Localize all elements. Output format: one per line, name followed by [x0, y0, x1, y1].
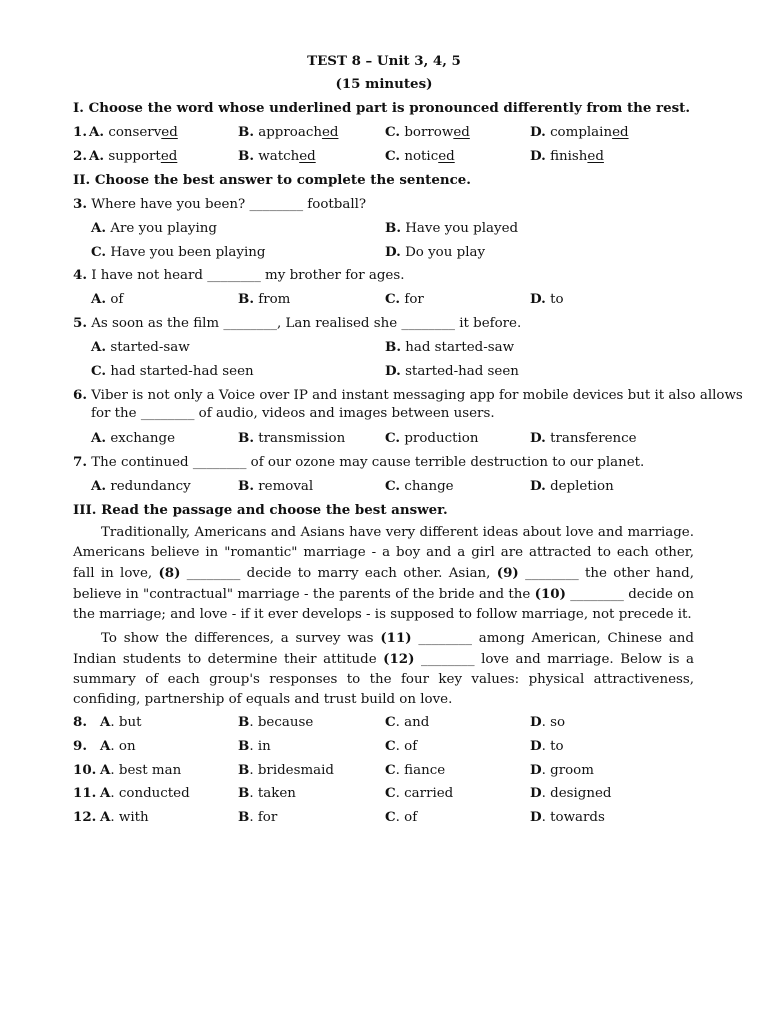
question-text: The continued ________ of our ozone may cause terrible destruction to our planet. [91, 455, 645, 470]
option-text: . taken [249, 786, 296, 801]
blank-number-10: (10) [534, 586, 566, 602]
q4-option-c[interactable] [385, 290, 424, 309]
q1-row [73, 123, 87, 142]
option-letter: D. [530, 478, 546, 494]
passage-paragraph-1 [73, 523, 694, 625]
q3-option-c[interactable] [91, 243, 265, 262]
q9-option-a[interactable] [100, 737, 136, 756]
option-letter: D. [530, 148, 546, 164]
q9-option-d[interactable] [530, 737, 564, 756]
q10-option-c[interactable] [385, 761, 445, 780]
option-text: Do you play [405, 245, 486, 260]
q7-option-a[interactable] [91, 477, 191, 496]
option-letter: C [385, 785, 396, 801]
q4-number: 4. [73, 267, 87, 283]
option-text: . with [110, 810, 149, 825]
q3-number: 3. [73, 196, 87, 212]
q7-stem [73, 453, 644, 472]
option-text: . fiance [395, 763, 446, 778]
option-letter: C. [385, 430, 401, 446]
q9-option-b[interactable] [238, 737, 271, 756]
option-letter: B. [385, 339, 401, 355]
option-letter: C. [91, 363, 107, 379]
option-text: . of [395, 739, 418, 754]
passage-text: Traditionally, Americans and Asians have very different ideas about love and marriage. Americans believe in "romantic" marriage - a boy and a girl are attracted to each other, fall in love, [73, 525, 694, 581]
q2-option-d[interactable] [530, 147, 604, 166]
option-stem: finish [550, 149, 588, 164]
option-text: from [258, 292, 291, 307]
option-stem: watch [258, 149, 300, 164]
q8-number: 8. [73, 714, 87, 730]
passage-text: ________ among American, Chinese and Indian students to determine their attitude [73, 631, 694, 667]
option-letter: C. [91, 244, 107, 260]
section-3-heading: III. Read the passage and choose the best answer. [73, 502, 448, 518]
q8-option-a[interactable] [100, 713, 141, 732]
q1-option-c[interactable] [385, 123, 470, 142]
section-1-heading: I. Choose the word whose underlined part is pronounced differently from the rest. [73, 100, 691, 116]
option-letter: A [100, 714, 111, 730]
option-letter: D [530, 714, 542, 730]
option-letter: C. [385, 124, 401, 140]
q7-option-d[interactable] [530, 477, 614, 496]
option-text: . of [395, 810, 418, 825]
q10-option-a[interactable] [100, 761, 181, 780]
option-text: . towards [541, 810, 605, 825]
option-letter: D [530, 762, 542, 778]
option-text: removal [258, 479, 314, 494]
q5-option-b[interactable] [385, 338, 514, 357]
q3-option-d[interactable] [385, 243, 485, 262]
q12-option-a[interactable] [100, 808, 149, 827]
option-stem: conserv [108, 125, 162, 140]
option-text: . best man [110, 763, 182, 778]
q8-option-b[interactable] [238, 713, 313, 732]
question-text: As soon as the film ________, Lan realised she ________ it before. [91, 316, 522, 331]
option-letter: B [238, 785, 250, 801]
option-letter: A [100, 738, 111, 754]
option-letter: D [530, 809, 542, 825]
option-text: . because [249, 715, 314, 730]
q6-stem-line1 [73, 386, 743, 405]
q5-stem [73, 314, 521, 333]
option-letter: A. [91, 478, 107, 494]
q2-number: 2. [73, 148, 87, 164]
underlined-part: ed [160, 149, 178, 164]
option-letter: B [238, 738, 250, 754]
passage-paragraph-2 [73, 628, 694, 710]
option-text: redundancy [110, 479, 191, 494]
blank-number-11: (11) [380, 630, 412, 646]
q5-option-a[interactable] [91, 338, 190, 357]
option-text: for [404, 292, 424, 307]
option-letter: A. [89, 148, 105, 164]
option-letter: D. [385, 244, 401, 260]
option-letter: B. [238, 148, 254, 164]
underlined-part: ed [438, 149, 455, 164]
option-text: Have you played [405, 221, 519, 236]
page-title: TEST 8 – Unit 3, 4, 5 [307, 53, 461, 69]
option-text: . in [249, 739, 271, 754]
q4-option-a[interactable] [91, 290, 123, 309]
q12-number: 12. [73, 809, 97, 825]
option-text: started-had seen [405, 364, 519, 379]
option-letter: B. [238, 478, 254, 494]
option-text: . and [395, 715, 430, 730]
q3-stem [73, 195, 366, 214]
option-letter: C. [385, 478, 401, 494]
option-text: Have you been playing [110, 245, 266, 260]
option-letter: A [100, 809, 111, 825]
option-letter: B [238, 762, 250, 778]
q12-option-c[interactable] [385, 808, 417, 827]
q6-option-c[interactable] [385, 429, 478, 448]
q11-number: 11. [73, 785, 97, 801]
option-text: . carried [395, 786, 454, 801]
option-letter: A. [89, 124, 105, 140]
underlined-part: ed [587, 149, 604, 164]
option-text: exchange [110, 431, 176, 446]
option-text: started-saw [110, 340, 190, 355]
page-subtitle: (15 minutes) [335, 76, 433, 92]
question-text: I have not heard ________ my brother for ages. [91, 268, 405, 283]
q2-option-b[interactable] [238, 147, 316, 166]
option-letter: C [385, 762, 396, 778]
underlined-part: ed [321, 125, 339, 140]
option-text: had started-had seen [110, 364, 254, 379]
option-letter: A [100, 762, 111, 778]
option-text: transmission [258, 431, 346, 446]
option-text: . so [541, 715, 566, 730]
option-letter: C [385, 738, 396, 754]
option-letter: B. [385, 220, 401, 236]
q7-option-c[interactable] [385, 477, 454, 496]
option-letter: D [530, 738, 542, 754]
option-letter: A. [91, 430, 107, 446]
underlined-part: ed [453, 125, 470, 140]
q7-number: 7. [73, 454, 87, 470]
q11-option-d[interactable] [530, 784, 611, 803]
option-letter: B. [238, 430, 254, 446]
passage-text: ________ decide on the marriage; and love - if it ever develops - is supposed to follow marriage, not precede it. [73, 587, 694, 622]
option-letter: C. [385, 291, 401, 307]
option-text: to [550, 292, 564, 307]
q10-number: 10. [73, 762, 97, 778]
option-letter: C [385, 714, 396, 730]
option-letter: A [100, 785, 111, 801]
passage-text: ________ decide to marry each other. Asian, [180, 566, 497, 581]
option-text: . but [110, 715, 142, 730]
passage-text: To show the differences, a survey was [101, 631, 381, 646]
q3-option-b[interactable] [385, 219, 518, 238]
q6-option-a[interactable] [91, 429, 175, 448]
q2-row [73, 147, 87, 166]
q10-option-b[interactable] [238, 761, 334, 780]
q5-option-d[interactable] [385, 362, 519, 381]
blank-number-12: (12) [383, 651, 415, 667]
q11-option-c[interactable] [385, 784, 453, 803]
option-letter: A. [91, 220, 107, 236]
q1-option-b[interactable] [238, 123, 338, 142]
passage-text: ________ love and marriage. Below is a summary of each group's responses to the four key values: physical attractiveness, confiding, partnership of equals and trust build on love. [73, 652, 694, 707]
q6-option-b[interactable] [238, 429, 345, 448]
q2-option-c[interactable] [385, 147, 455, 166]
q4-option-d[interactable] [530, 290, 564, 309]
q1-option-a[interactable] [89, 123, 178, 142]
option-letter: A. [91, 339, 107, 355]
option-text: . designed [541, 786, 612, 801]
q11-option-a[interactable] [100, 784, 190, 803]
option-letter: B. [238, 124, 254, 140]
option-text: . groom [541, 763, 594, 778]
q7-option-b[interactable] [238, 477, 313, 496]
q6-option-d[interactable] [530, 429, 637, 448]
underlined-part: ed [161, 125, 178, 140]
option-stem: support [108, 149, 161, 164]
q2-option-a[interactable] [89, 147, 177, 166]
q4-option-b[interactable] [238, 290, 290, 309]
option-letter: B [238, 809, 250, 825]
q6-stem-line2: for the ________ of audio, videos and images between users. [91, 406, 495, 421]
option-text: depletion [550, 479, 614, 494]
option-text: transference [550, 431, 637, 446]
q8-option-c[interactable] [385, 713, 429, 732]
option-letter: D. [530, 430, 546, 446]
blank-number-8: (8) [158, 565, 181, 581]
question-text: Where have you been? ________ football? [91, 197, 367, 212]
option-text: . conducted [110, 786, 190, 801]
q4-stem [73, 266, 404, 285]
option-text: Are you playing [110, 221, 217, 236]
underlined-part: ed [299, 149, 316, 164]
underlined-part: ed [612, 125, 629, 140]
q1-number: 1. [73, 124, 87, 140]
option-text: . to [541, 739, 564, 754]
q9-number: 9. [73, 738, 87, 754]
option-letter: C [385, 809, 396, 825]
q9-option-c[interactable] [385, 737, 417, 756]
question-text: Viber is not only a Voice over IP and instant messaging app for mobile devices but it also allows [91, 388, 743, 403]
option-letter: D. [530, 291, 546, 307]
option-letter: D [530, 785, 542, 801]
q10-option-d[interactable] [530, 761, 594, 780]
option-letter: D. [530, 124, 546, 140]
q8-option-d[interactable] [530, 713, 565, 732]
option-stem: notic [404, 149, 439, 164]
option-letter: B. [238, 291, 254, 307]
option-text: change [404, 479, 454, 494]
option-text: had started-saw [405, 340, 515, 355]
option-stem: approach [258, 125, 322, 140]
q3-option-a[interactable] [91, 219, 217, 238]
option-text: production [404, 431, 479, 446]
option-stem: complain [550, 125, 613, 140]
q6-number: 6. [73, 387, 87, 403]
section-2-heading: II. Choose the best answer to complete the sentence. [73, 172, 471, 188]
q1-option-d[interactable] [530, 123, 629, 142]
option-text: . bridesmaid [249, 763, 335, 778]
option-text: . on [110, 739, 136, 754]
option-letter: B [238, 714, 250, 730]
option-text: . for [249, 810, 278, 825]
option-stem: borrow [404, 125, 454, 140]
q11-option-b[interactable] [238, 784, 296, 803]
passage-text: ________ the other hand, believe in "contractual" marriage - the parents of the bride and the [73, 566, 694, 602]
option-text: of [110, 292, 124, 307]
q5-number: 5. [73, 315, 87, 331]
option-letter: A. [91, 291, 107, 307]
q12-option-d[interactable] [530, 808, 605, 827]
option-letter: C. [385, 148, 401, 164]
q5-option-c[interactable] [91, 362, 254, 381]
blank-number-9: (9) [496, 565, 519, 581]
q12-option-b[interactable] [238, 808, 277, 827]
option-letter: D. [385, 363, 401, 379]
